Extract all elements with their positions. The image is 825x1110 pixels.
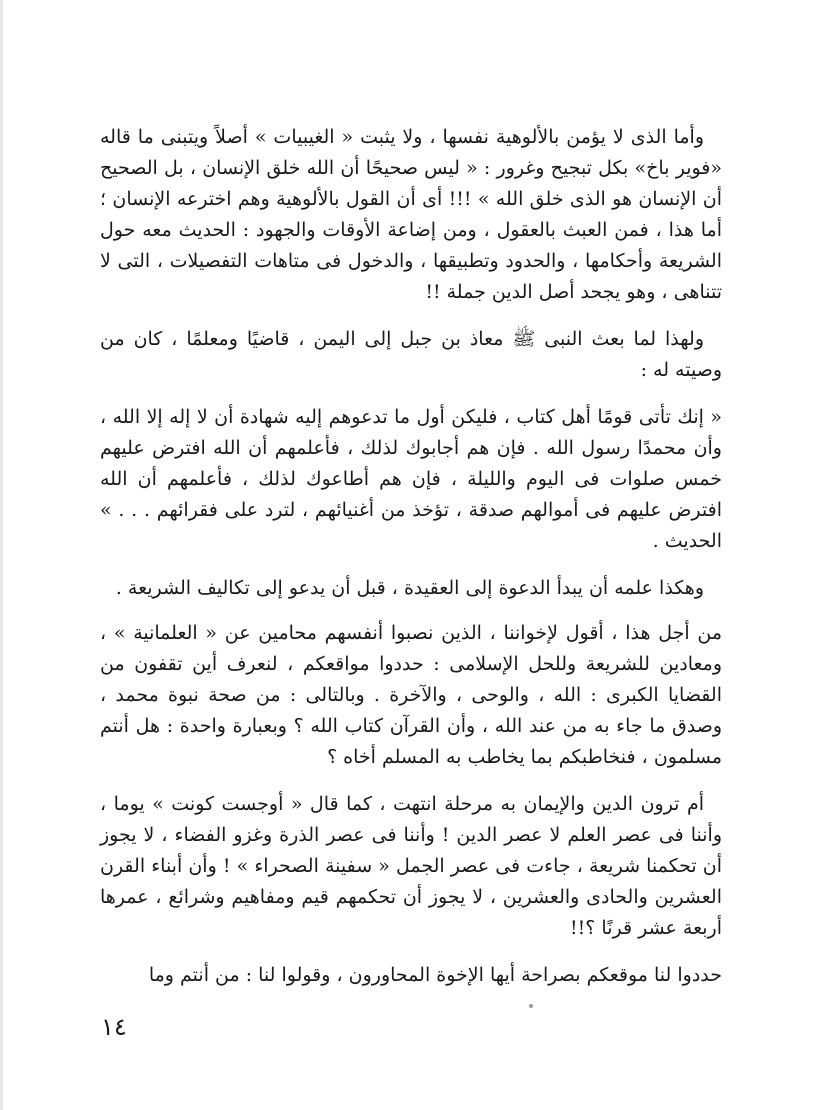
page-number: ١٤ [101, 1013, 127, 1041]
page-edge-shadow [0, 0, 3, 1110]
paragraph-7: حددوا لنا موقعكم بصراحة أيها الإخوة المحاورون ، وقولوا لنا : من أنتم وما [148, 964, 722, 986]
page-body [100, 122, 722, 1007]
paragraph-4: وهكذا علمه أن يبدأ الدعوة إلى العقيدة ، قبل أن يدعو إلى تكاليف الشريعة . [115, 577, 704, 599]
paragraph-1: وأما الذى لا يؤمن بالألوهية نفسها ، ولا يثبت « الغيبيات » أصلاً ويتبنى ما قاله «فوير باخ» بكل تبجيح وغرور : « ليس صحيحًا أن الله خلق الإنسان ، بل الصحيح أن الإنسان هو الذى خلق الله » !!! أى أن القول بالألوهية وهم اخترعه الإنسان ؛ أما هذا ، فمن العبث بالعقول ، ومن إضاعة الأوقات والجهود : الحديث معه حول الشريعة وأحكامها ، والحدود وتطبيقها ، والدخول فى متاهات التفصيلات ، التى لا تتناهى ، وهو يجحد أصل الدين جملة !! [100, 126, 722, 303]
paragraph-3-hadith: « إنك تأتى قومًا أهل كتاب ، فليكن أول ما تدعوهم إليه شهادة أن لا إله إلا الله ، وأن محمدًا رسول الله . فإن هم أجابوك لذلك ، فأعلمهم أن الله افترض عليهم خمس صلوات فى اليوم والليلة ، فإن هم أطاعوك لذلك ، فأعلمهم أن الله افترض عليهم فى أموالهم صدقة ، تؤخذ من أغنيائهم ، لترد على فقرائهم . . . » الحديث . [100, 406, 722, 552]
scan-speck [529, 1004, 533, 1008]
paragraph-5: من أجل هذا ، أقول لإخواننا ، الذين نصبوا أنفسهم محامين عن « العلمانية » ، ومعادين للشريعة وللحل الإسلامى : حددوا مواقعكم ، لنعرف أين تقفون من القضايا الكبرى : الله ، والوحى ، والآخرة . وبالتالى : من صحة نبوة محمد ، وصدق ما جاء به من عند الله ، وأن القرآن كتاب الله ؟ وبعبارة واحدة : هل أنتم مسلمون ، فنخاطبكم بما يخاطب به المسلم أخاه ؟ [100, 622, 722, 768]
paragraph-6: أم ترون الدين والإيمان به مرحلة انتهت ، كما قال « أوجست كونت » يوما ، وأننا فى عصر العلم لا عصر الدين ! وأننا فى عصر الذرة وغزو الفضاء ، لا يجوز أن تحكمنا شريعة ، جاءت فى عصر الجمل « سفينة الصحراء » ! وأن أبناء القرن العشرين والحادى والعشرين ، لا يجوز أن تحكمهم قيم ومفاهيم وشرائع ، عمرها أربعة عشر قرنًا ؟!! [100, 793, 722, 939]
paragraph-2: ولهذا لما بعث النبى ﷺ معاذ بن جبل إلى اليمن ، قاضيًا ومعلمًا ، كان من وصيته له : [100, 328, 722, 381]
